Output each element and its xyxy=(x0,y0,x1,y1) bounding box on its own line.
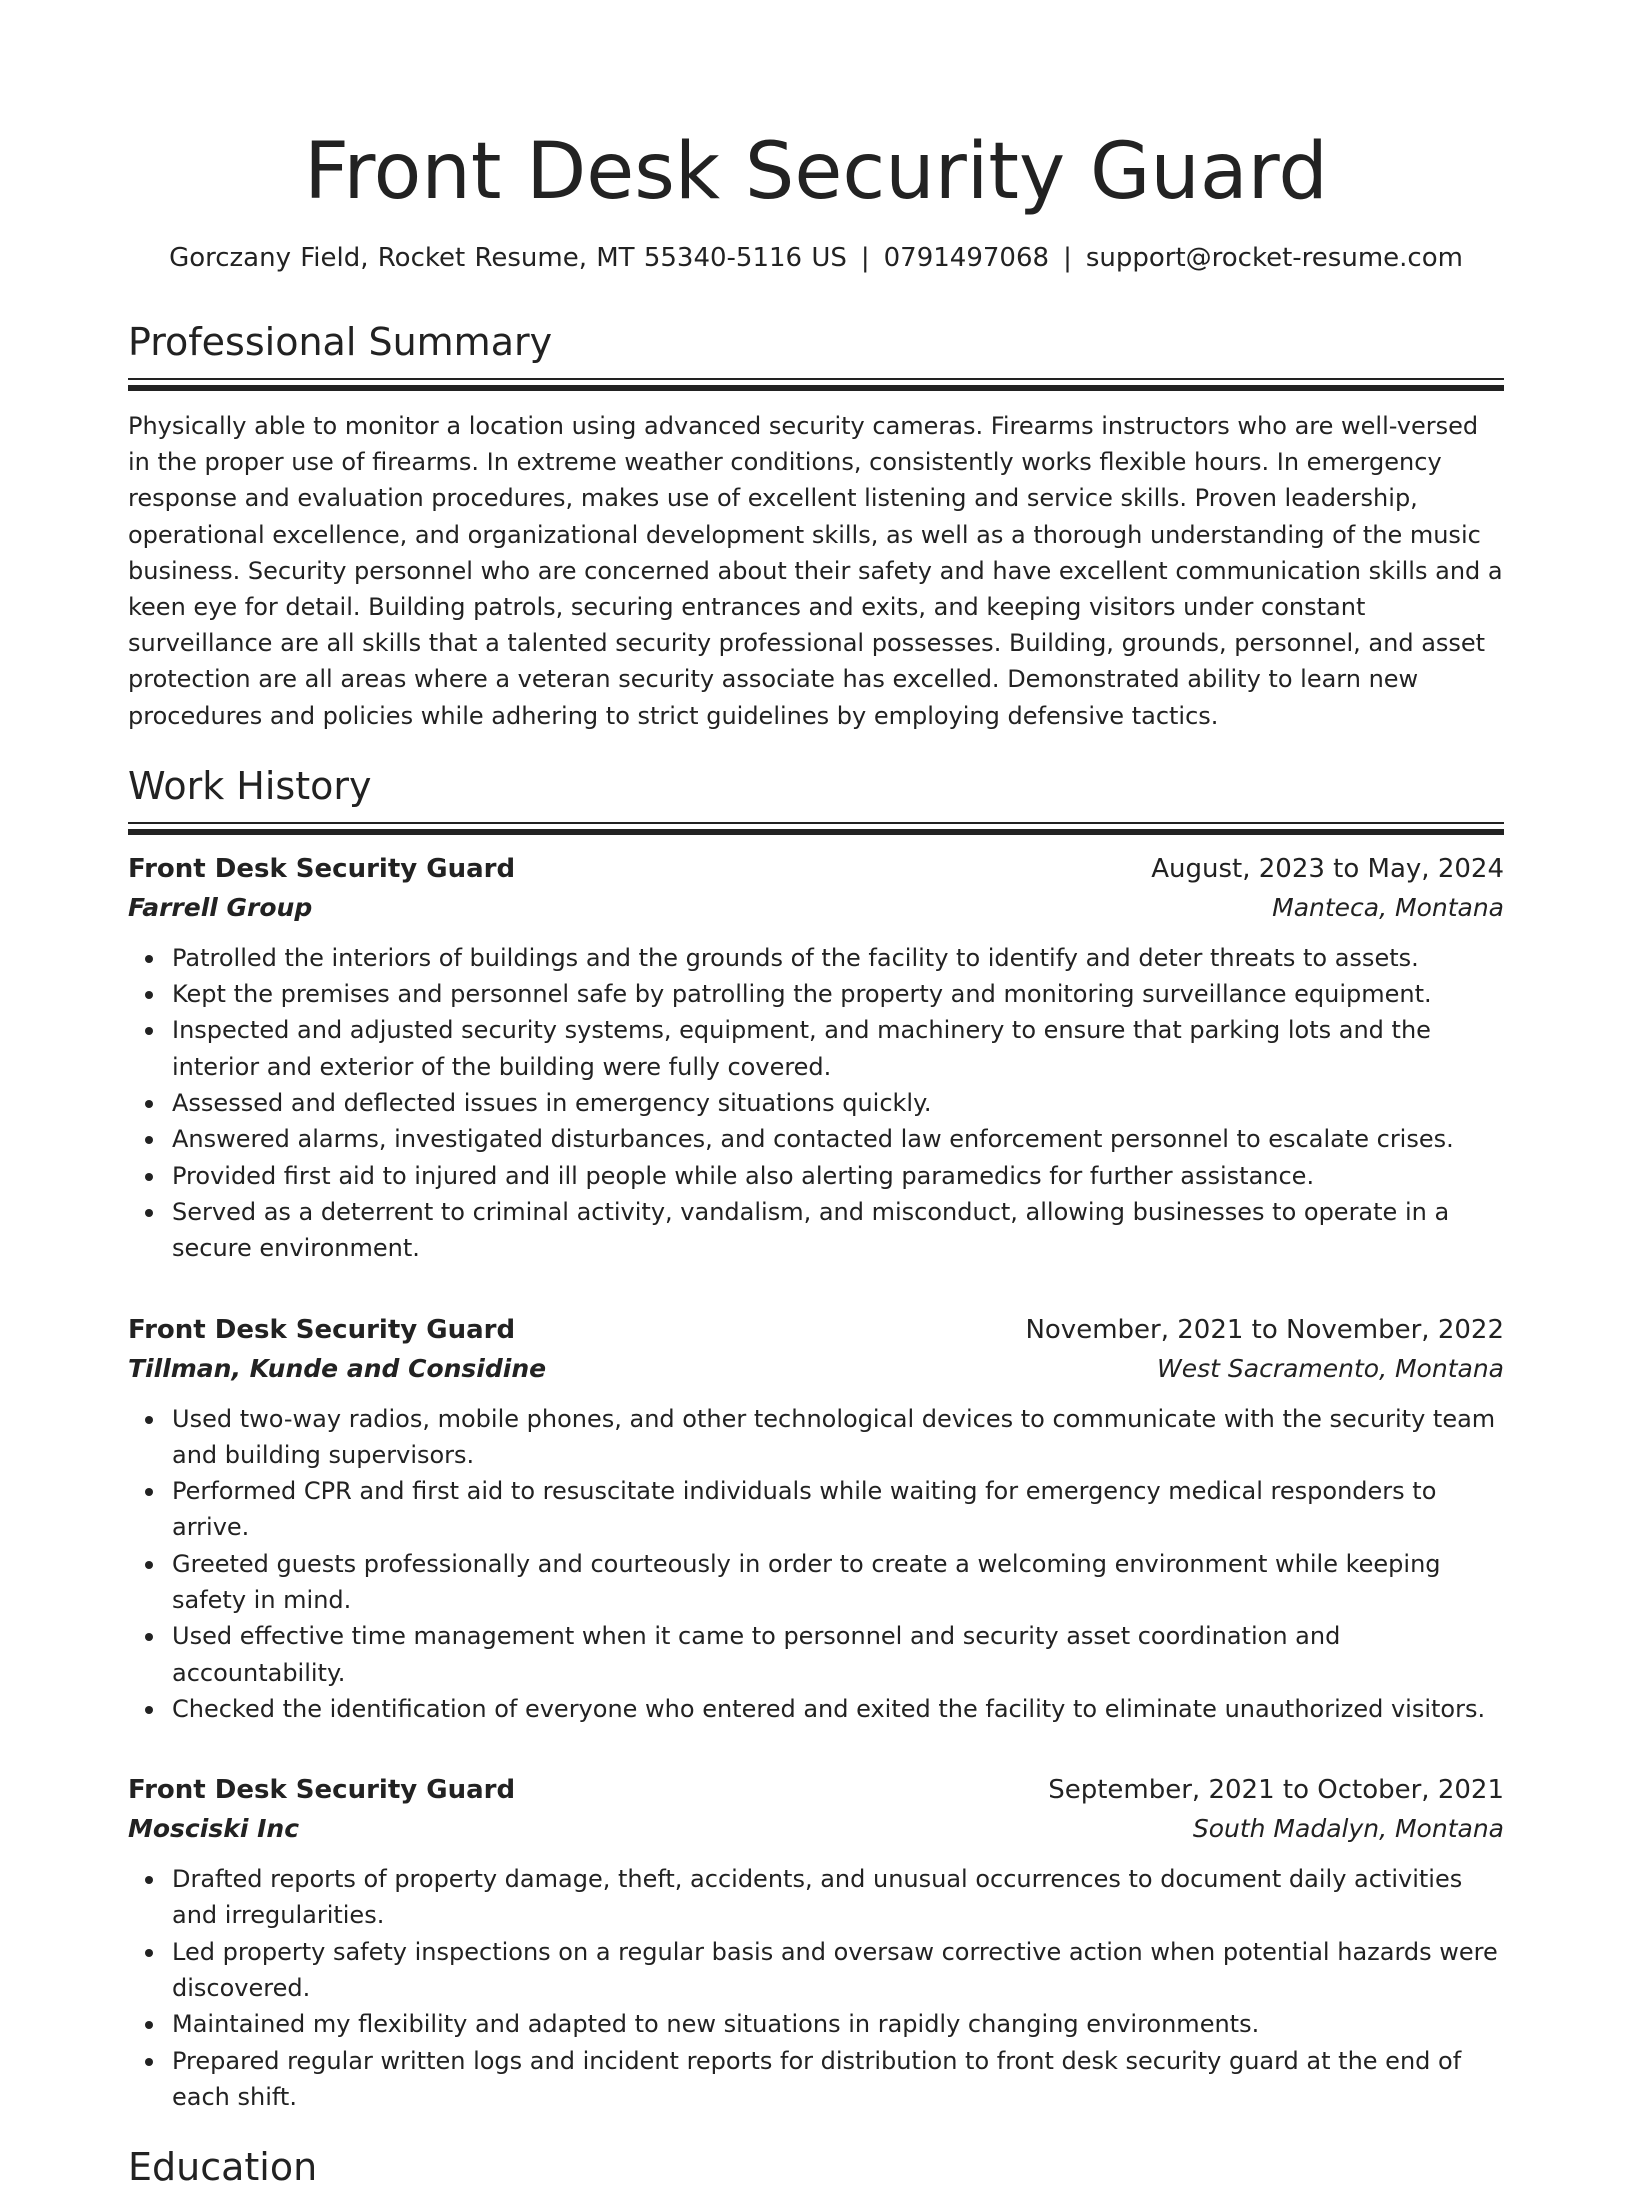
resume-title: Front Desk Security Guard xyxy=(304,127,1328,217)
job-location: Manteca, Montana xyxy=(1272,892,1504,922)
job-bullet: Patrolled the interiors of buildings and the grounds of the facility to identify and deter threats to assets. xyxy=(172,940,1504,976)
job-company: Mosciski Inc xyxy=(128,1814,300,1844)
job-company-row xyxy=(128,888,1504,928)
job-company-row xyxy=(128,1809,1504,1849)
contact-phone: 0791497068 xyxy=(883,243,1050,273)
job-bullet: Assessed and deflected issues in emergency situations quickly. xyxy=(172,1085,1504,1121)
job-location: West Sacramento, Montana xyxy=(1157,1353,1504,1383)
job-entry xyxy=(128,1311,1504,1728)
job-title: Front Desk Security Guard xyxy=(128,1314,516,1345)
summary-text: Physically able to monitor a location using advanced security cameras. Firearms instructors who are well-versed in the proper use of firearms. In extreme weather conditions, consistently works flexible hours. In emergency response and evaluation procedures, makes use of excellent listening and service skills. Proven leadership, operational excellence, and organizational development skills, as well as a thorough understanding of the music business. Security personnel who are concerned about their safety and have excellent communication skills and a keen eye for detail. Building patrols, securing entrances and exits, and keeping visitors under constant surveillance are all skills that a talented security professional possesses. Building, grounds, personnel, and asset protection are all areas where a veteran security associate has excelled. Demonstrated ability to learn new procedures and policies while adhering to strict guidelines by employing defensive tactics. xyxy=(128,412,1503,730)
job-company: Tillman, Kunde and Considine xyxy=(128,1353,547,1383)
contact-separator: | xyxy=(860,243,870,273)
job-title: Front Desk Security Guard xyxy=(128,1775,516,1806)
section-divider xyxy=(128,378,1504,380)
job-bullet: Performed CPR and first aid to resuscitate individuals while waiting for emergency medical responders to arrive. xyxy=(172,1473,1504,1546)
job-header-row xyxy=(128,1311,1504,1349)
resume-page xyxy=(128,0,1504,2191)
professional-summary-section xyxy=(128,318,1504,734)
job-bullet-list xyxy=(128,940,1504,1267)
job-entry xyxy=(128,850,1504,1267)
contact-address: Gorczany Field, Rocket Resume, MT 55340-5116 US xyxy=(169,243,847,273)
section-heading-education: Education xyxy=(128,2145,318,2190)
contact-email: support@rocket-resume.com xyxy=(1085,243,1463,273)
job-bullet: Provided first aid to injured and ill people while also alerting paramedics for further assistance. xyxy=(172,1158,1504,1194)
job-bullet-list xyxy=(128,1401,1504,1728)
job-entry xyxy=(128,1771,1504,2115)
job-dates: September, 2021 to October, 2021 xyxy=(1048,1775,1504,1806)
job-bullet: Greeted guests professionally and courteously in order to create a welcoming environment while keeping safety in mind. xyxy=(172,1546,1504,1619)
section-divider xyxy=(128,822,1504,824)
section-heading-summary: Professional Summary xyxy=(128,320,553,364)
job-bullet: Drafted reports of property damage, theft, accidents, and unusual occurrences to document daily activities and irregularities. xyxy=(172,1861,1504,1934)
job-bullet: Led property safety inspections on a regular basis and oversaw corrective action when potential hazards were discovered. xyxy=(172,1934,1504,2007)
job-bullet: Checked the identification of everyone who entered and exited the facility to eliminate unauthorized visitors. xyxy=(172,1691,1504,1727)
job-bullet: Served as a deterrent to criminal activity, vandalism, and misconduct, allowing businesses to operate in a secure environment. xyxy=(172,1194,1504,1267)
section-heading-work: Work History xyxy=(128,763,372,808)
job-bullet: Prepared regular written logs and incident reports for distribution to front desk security guard at the end of each shift. xyxy=(172,2043,1504,2116)
job-title: Front Desk Security Guard xyxy=(128,853,516,884)
contact-line xyxy=(128,240,1504,276)
job-header-row xyxy=(128,1771,1504,1809)
job-company: Farrell Group xyxy=(128,892,313,922)
job-dates: November, 2021 to November, 2022 xyxy=(1025,1314,1504,1345)
job-header-row xyxy=(128,850,1504,888)
job-bullet: Inspected and adjusted security systems, equipment, and machinery to ensure that parking lots and the interior and exterior of the building were fully covered. xyxy=(172,1012,1504,1085)
job-dates: August, 2023 to May, 2024 xyxy=(1151,853,1504,884)
work-history-section xyxy=(128,762,1504,2115)
job-location: South Madalyn, Montana xyxy=(1192,1814,1504,1844)
job-company-row xyxy=(128,1349,1504,1389)
job-bullet: Answered alarms, investigated disturbances, and contacted law enforcement personnel to escalate crises. xyxy=(172,1121,1504,1157)
contact-separator: | xyxy=(1063,243,1072,273)
job-bullet: Used effective time management when it came to personnel and security asset coordination and accountability. xyxy=(172,1618,1504,1691)
job-bullet: Maintained my flexibility and adapted to new situations in rapidly changing environments. xyxy=(172,2006,1504,2042)
job-bullet: Kept the premises and personnel safe by patrolling the property and monitoring surveillance equipment. xyxy=(172,976,1504,1012)
job-bullet-list xyxy=(128,1861,1504,2115)
education-section xyxy=(128,2143,1504,2191)
job-bullet: Used two-way radios, mobile phones, and other technological devices to communicate with the security team and building supervisors. xyxy=(172,1401,1504,1474)
